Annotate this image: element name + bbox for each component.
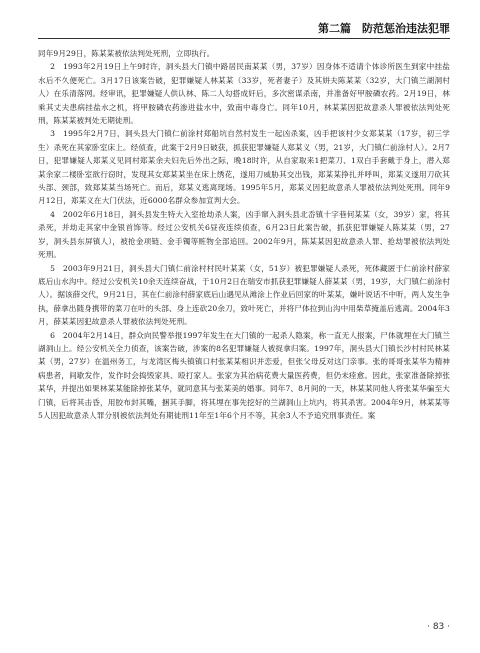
- paragraph-case-3: 3 1995年2月7日，洞头县大门镇仁前涂村郑船坑自然村发生一起凶杀案，凶手把该村少女郑某某（17岁，初三学生）杀死在其家卧室床上。经侦查，此案于2月9日破获，抓获犯罪嫌疑人郑某义（男，21岁，大门镇仁前涂村人）。2月7日，犯罪嫌疑人郑某义见同村郑某余夫妇先后外出之际，晚18时许，从自家取来1把菜刀、1双白手套戴于身上，潜入郑某余家二楼卧室欲行窃时，发现其女郑某某坐在床上绣花，遂用刀威胁其交出钱，郑某某挣扎并呼叫，郑某义遂用刀砍其头部、颈部，致郑某某当场死亡。而后，郑某义逃离现场。1995年5月，郑某义因犯故意杀人罪被依法判处死刑。同年9月12日，郑某义在大门伏法，近6000名群众参加宣判大会。: [38, 129, 450, 206]
- running-header: [38, 14, 450, 36]
- chapter-title: 第二篇 防范惩治违法犯罪: [318, 22, 450, 35]
- paragraph-case-2: 2 1993年2月19日上午9时许，洞头县大门镇中路居民南某某（男，37岁）因身体不适请个体诊所医生到家中挂盐水后不久便死亡。3月17日该案告破，犯罪嫌疑人林某某（33岁，死者妻子）及其姘夫陈某某（32岁，大门镇兰湖洞村人）在乐清落网。经审讯，犯罪嫌疑人供认林、陈二人勾搭成奸后，多次密谋杀南，并准备好甲胺磷农药。2月19日，林乘其丈夫患病挂盐水之机，将甲胺磷农药渗进盐水中，致南中毒身亡。同年10月，林某某因犯故意杀人罪被依法判处死刑，陈某某被判处无期徒刑。: [38, 62, 450, 126]
- paragraph-case-4: 4 2002年6月18日，洞头县发生特大入室抢劫杀人案，凶手窜入洞头县北岙镇十字巷何某某（女，39岁）家，将其杀死，并劫走其家中金银首饰等。经过公安机关6昼夜连续侦查，6月23日此案告破，抓获犯罪嫌疑人陈某某（男，27岁，洞头县东屏镇人），被抢金项链、金手镯等赃物全部追回。2002年9月，陈某某因犯故意杀人罪、抢劫罪被依法判处死刑。: [38, 209, 450, 260]
- paragraph-case-6: 6 2004年2月14日，群众向民警举报1997年发生在大门镇的一起杀人隐案，称一直无人报案，尸体就埋在大门镇兰湖洞山上。经公安机关全力侦查，该案告破，涉案的8名犯罪嫌疑人被捉拿归案。1997年，洞头县大门镇长沙村村民林某某（男，27岁）在温州务工，与龙湾区梅头镇镇口村张某某相识并恋爱，但张父母反对这门亲事。张的哥哥张某华为精神病患者，间歇发作，发作时会捣毁家具、殴打家人。张家为其治病花费大量医药费，但仍未痊愈。因此，张家准备除掉张某华，并提出如果林某某能除掉张某华，就同意其与张某美的婚事。同年7、8月间的一天，林某某同他人将张某华骗至大门镇，后将其击昏，用胶布封其嘴，捆其手脚，将其埋在事先挖好的兰湖洞山上坑内，将其杀害。2004年9月，林某某等5人因犯故意杀人罪分别被依法判处有期徒刑11年至1年6个月不等，其余3人不予追究刑事责任。案: [38, 330, 450, 420]
- paragraph-continued: 同年9月29日，陈某某被依法判处死刑，立即执行。: [38, 49, 215, 58]
- body-text: [38, 47, 450, 422]
- paragraph-case-5: 5 2003年9月21日，洞头县大门镇仁前涂村村民叶某某（女，51岁）被犯罪嫌疑人杀死，死体藏匿于仁前涂村薛家底后山水沟中。经过公安机关10余天连续奋战，于10月2日在瑞安市抓获犯罪嫌疑人薛某某（男，19岁，大门镇仁前涂村人）。据该薛交代，9月21日，其在仁前涂村薛家底后山遇见从滩涂上作业后回家的叶某某，嫌叶说话不中听，两人发生争执，薛拿出随身携带的菜刀在叶的头部、身上连砍20余刀，致叶死亡，并将尸体拉到山沟中用柴草掩盖后逃离。2004年3月，薛某某因犯故意杀人罪被依法判处死刑。: [38, 263, 450, 327]
- page-number: · 83 ·: [427, 622, 450, 632]
- header-rule: [38, 38, 450, 39]
